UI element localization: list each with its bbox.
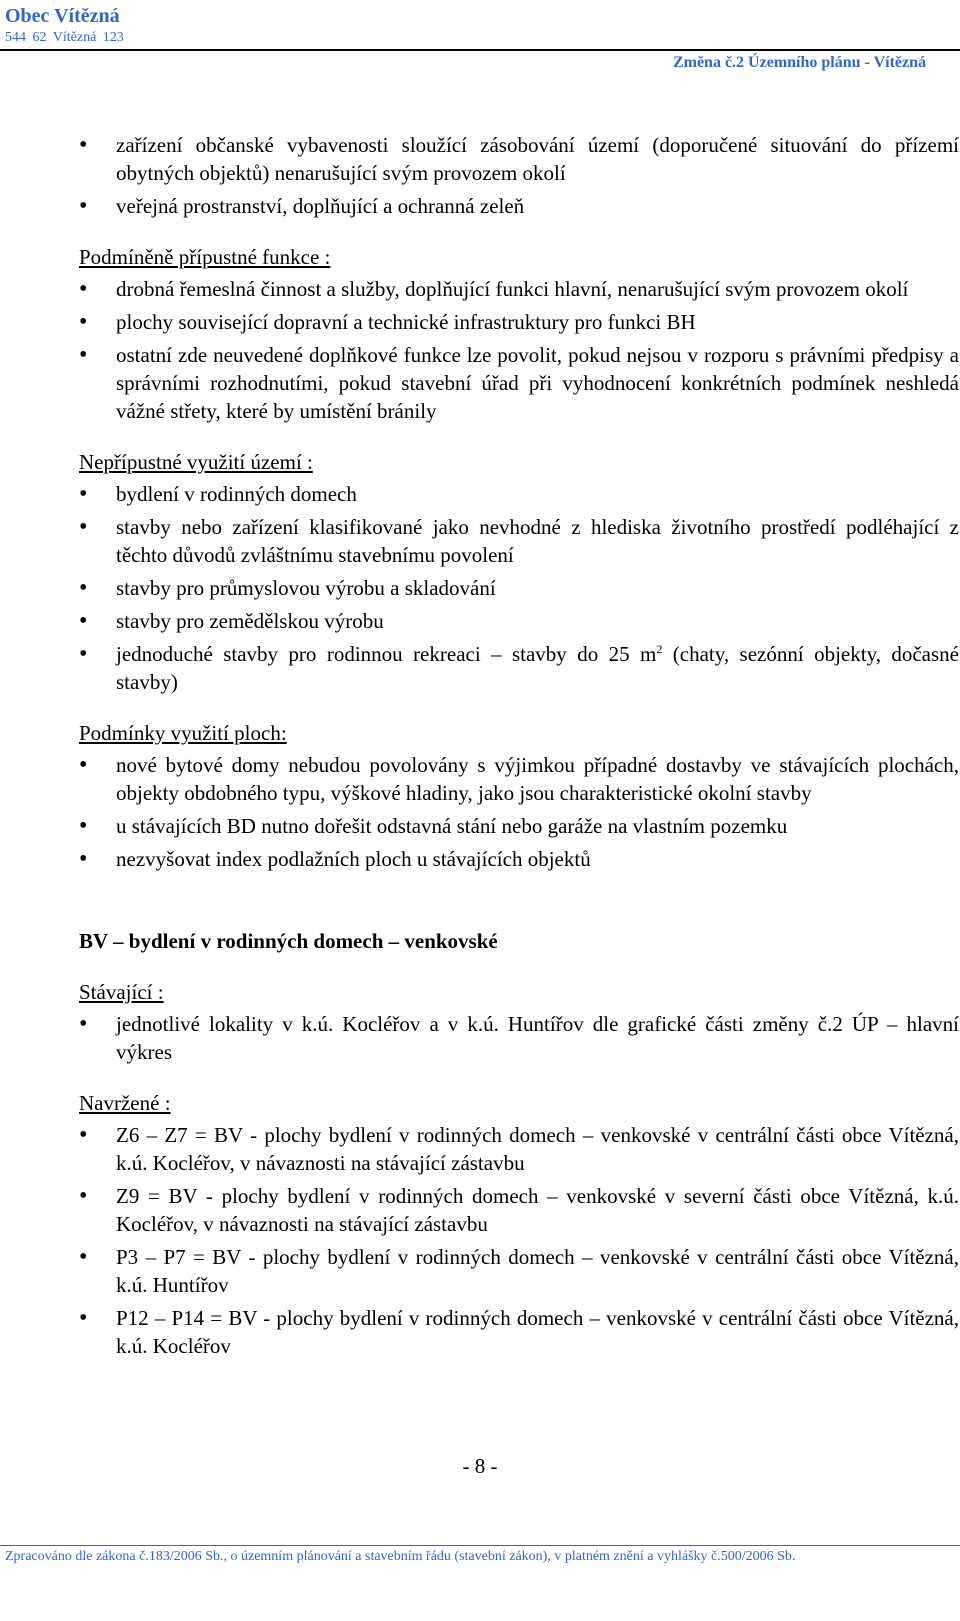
document-title: Změna č.2 Územního plánu - Vítězná [672, 54, 926, 71]
list-item: • nové bytové domy nebudou povolovány s výjimkou případné dostavby ve stávajících plochách, objekty obdobného typu, výškové hladiny, jako jsou charakteristické okolní stavby [79, 751, 959, 807]
page-footer: Zpracováno dle zákona č.183/2006 Sb., o územním plánování a stavebním řádu (stavební zákon), v platném znění a vyhlášky č.500/2006 Sb. [5, 1549, 796, 1564]
intro-list [79, 131, 959, 220]
section-heading-proposed: Navržené : [79, 1091, 171, 1115]
list-item: • veřejná prostranství, doplňující a ochranná zeleň [79, 192, 959, 220]
document-body [79, 131, 959, 1365]
list-item: • zařízení občanské vybavenosti sloužící zásobování území (doporučené situování do přízemí obytných objektů) nenarušující svým provozem okolí [79, 131, 959, 187]
list-item: • Z6 – Z7 = BV - plochy bydlení v rodinných domech – venkovské v centrální části obce Vítězná, k.ú. Kocléřov, v návaznosti na stávající zástavbu [79, 1121, 959, 1177]
section-heading-conditional: Podmíněně přípustné funkce : [79, 245, 331, 269]
list-item: • P12 – P14 = BV - plochy bydlení v rodinných domech – venkovské v centrální části obce Vítězná, k.ú. Kocléřov [79, 1304, 959, 1360]
list-item-text: jednoduché stavby pro rodinnou rekreaci – stavby do 25 m [116, 642, 657, 666]
municipality-address: 544 62 Vítězná 123 [5, 30, 124, 45]
forbidden-list [79, 480, 959, 696]
list-item: • bydlení v rodinných domech [79, 480, 959, 508]
section-heading-conditions: Podmínky využití ploch: [79, 721, 287, 745]
bv-section-title: BV – bydlení v rodinných domech – venkovské [79, 929, 498, 953]
list-item: • nezvyšovat index podlažních ploch u stávajících objektů [79, 845, 959, 873]
list-item: • Z9 = BV - plochy bydlení v rodinných domech – venkovské v severní části obce Vítězná, k.ú. Kocléřov, v návaznosti na stávající zástavbu [79, 1182, 959, 1238]
list-item: • jednotlivé lokality v k.ú. Kocléřov a v k.ú. Huntířov dle grafické části změny č.2 ÚP – hlavní výkres [79, 1010, 959, 1066]
conditions-list [79, 751, 959, 873]
list-item: • P3 – P7 = BV - plochy bydlení v rodinných domech – venkovské v centrální části obce Vítězná, k.ú. Huntířov [79, 1243, 959, 1299]
list-item: • stavby nebo zařízení klasifikované jako nevhodné z hlediska životního prostředí podléhající z těchto důvodů zvláštnímu stavebnímu povolení [79, 513, 959, 569]
header-divider [0, 49, 960, 51]
section-heading-forbidden: Nepřípustné využití území : [79, 450, 313, 474]
list-item: • drobná řemeslná činnost a služby, doplňující funkci hlavní, nenarušující svým provozem okolí [79, 275, 959, 303]
list-item: • u stávajících BD nutno dořešit odstavná stání nebo garáže na vlastním pozemku [79, 812, 959, 840]
list-item [79, 640, 959, 696]
conditional-list [79, 275, 959, 425]
page-number: - 8 - [462, 1454, 498, 1478]
superscript: 2 [656, 642, 663, 656]
municipality-name: Obec Vítězná [5, 5, 120, 27]
list-item: • ostatní zde neuvedené doplňkové funkce lze povolit, pokud nejsou v rozporu s právními předpisy a správními rozhodnutími, pokud stavební úřad při vyhodnocení konkrétních podmínek neshledá vážné střety, které by umístění bránily [79, 341, 959, 425]
footer-divider [0, 1545, 960, 1546]
section-heading-existing: Stávající : [79, 980, 164, 1004]
list-item-text: (chaty, sezónní objekty, dočasné stavby) [116, 642, 959, 694]
proposed-list [79, 1121, 959, 1360]
list-item: • plochy související dopravní a technické infrastruktury pro funkci BH [79, 308, 959, 336]
existing-list [79, 1010, 959, 1066]
list-item: • stavby pro zemědělskou výrobu [79, 607, 959, 635]
list-item: • stavby pro průmyslovou výrobu a skladování [79, 574, 959, 602]
